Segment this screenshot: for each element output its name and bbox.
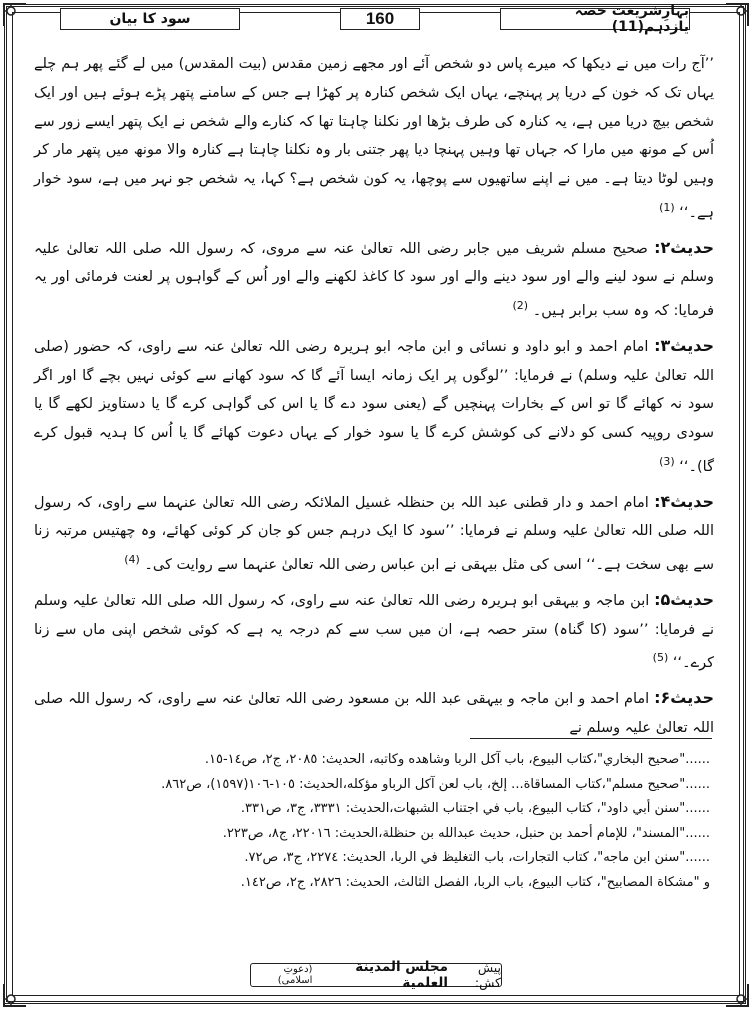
- hadith-label: حدیث۳:: [654, 335, 714, 355]
- footnote-ref: (5): [652, 651, 669, 665]
- footnote-2: ......"صحيح مسلم"،كتاب المساقاة... إلخ، باب لعن آكل الرباو مؤكله،الحديث: ١٠٥-١٠٦(١٥٩٧)، ص٨٦٢.: [161, 776, 710, 792]
- corner-ornament-bottom-left: [2, 982, 28, 1008]
- footnote-divider: [470, 738, 712, 739]
- hadith-4: [34, 488, 714, 580]
- hadith-3: [34, 332, 714, 482]
- hadith-6: [34, 684, 714, 743]
- paragraph-1: [34, 50, 714, 228]
- hadith-label: حدیث۲:: [654, 237, 714, 257]
- footnote-ref: (4): [124, 553, 140, 567]
- book-title: بہارِشریعت حصہ یازدہم(11): [500, 8, 690, 30]
- paragraph-text: امام احمد و ابو داود و نسائی و ابن ماجہ ابو ہریرہ رضی اللہ تعالیٰ عنہ سے راوی، کہ حضور (صلی اللہ تعالیٰ علیہ وسلم) نے فرمایا: ’’لوگوں پر ایک زمانہ ایسا آئے گا کہ سود کھانے سے کوئی نہیں بچے گا اور اگر سود نہ کھائے گا تو اس کے بخارات پہنچیں گے (یعنی سود دے گا یا اس کی گواہی کرے گا یا دستاویز لکھے گا یا سودی روپیہ کسی کو دلانے کی کوشش کرے گا یا سود خوار کے یہاں دعوت کھائے گا یا اُس کا ہدیہ قبول کرے گا)۔‘‘: [34, 338, 714, 475]
- paragraph-text: صحیح مسلم شریف میں جابر رضی اللہ تعالیٰ عنہ سے مروی، کہ رسول اللہ صلی اللہ تعالیٰ علیہ وسلم نے سود لینے والے اور سود دینے والے اور سود کا کاغذ لکھنے والے اور اُس کے گواہوں پر لعنت فرمائی اور یہ فرمایا: کہ وہ سب برابر ہیں۔: [34, 240, 714, 320]
- footnote-5: ......"سنن ابن ماجه"، كتاب التجارات، باب التغليظ في الربا، الحديث: ٢٢٧٤، ج٣، ص٧٢.: [244, 850, 710, 865]
- footnote-ref: (1): [659, 200, 675, 214]
- footnote-6: و "مشكاة المصابيح"، كتاب البيوع، باب الربا، الفصل الثالث، الحديث: ٢٨٢٦، ج٢، ص١٤٢.: [240, 874, 710, 890]
- paragraph-text: امام احمد و ابن ماجہ و بیہقی عبد اللہ بن مسعود رضی اللہ تعالیٰ عنہ سے راوی، کہ رسول اللہ صلی اللہ تعالیٰ علیہ وسلم نے: [34, 691, 714, 736]
- corner-ornament-top-right: [724, 2, 750, 28]
- footnote-ref: (3): [659, 455, 675, 469]
- page-number: 160: [340, 8, 420, 30]
- chapter-title: سود کا بیان: [60, 8, 240, 30]
- footnote-1: ......"صحيح البخاري"،كتاب البيوع، باب آكل الربا وشاهده وكاتبه، الحديث: ٢٠٨٥، ج٢، ص١٤-١٥.: [204, 752, 710, 767]
- paragraph-text: ’’آج رات میں نے دیکھا کہ میرے پاس دو شخص آئے اور مجھے زمین مقدس (بیت المقدس) میں لے گئے پھر ہم چلے یہاں تک کہ خون کے دریا پر پہنچے، یہاں ایک شخص کنارہ پر کھڑا ہے جس کے سامنے پتھر پڑے ہوئے ہیں اور ایک شخص بیچ دریا میں ہے، یہ کنارہ کی طرف بڑھا اور نکلنا چاہتا تھا کہ کنارے والے شخص نے ایک پتھر ایسے زور سے اُس کے مونھ میں مارا کہ جہاں تھا وہیں پہنچا دیا پھر جتنی بار وہ نکلنا چاہتا ہے کنارہ والا مونھ میں پتھر مار کر وہیں لوٹا دیتا ہے۔ میں نے اپنے ساتھیوں سے پوچھا، یہ کون شخص ہے؟ کہا، یہ شخص جو نہر میں ہے، سود خوار ہے۔‘‘: [34, 56, 714, 221]
- corner-ornament-bottom-right: [724, 982, 750, 1008]
- publisher-footer: [250, 959, 502, 991]
- footnotes: [36, 748, 710, 895]
- hadith-2: [34, 234, 714, 326]
- presented-by-label: پیش کش:: [474, 960, 501, 990]
- main-text: [34, 50, 714, 749]
- paragraph-text: ابن ماجہ و بیہقی ابو ہریرہ رضی اللہ تعالیٰ عنہ سے راوی، کہ رسول اللہ صلی اللہ تعالیٰ علیہ وسلم نے فرمایا: ’’سود (کا گناہ) ستر حصہ ہے، ان میں سب سے کم درجہ یہ ہے کہ کوئی شخص اپنی ماں سے زنا کرے۔‘‘: [34, 592, 714, 672]
- paragraph-text: امام احمد و دار قطنی عبد اللہ بن حنظلہ غسیل الملائکہ رضی اللہ تعالیٰ عنہما سے راوی، کہ رسول اللہ صلی اللہ تعالیٰ علیہ وسلم نے فرمایا: ’’سود کا ایک درہم جس کو جان کر کوئی کھائے، وہ چھتیس مرتبہ زنا سے بھی سخت ہے۔‘‘ اسی کی مثل بیہقی نے ابن عباس رضی اللہ تعالیٰ عنہما سے روایت کی۔: [34, 494, 714, 574]
- footnote-4: ......"المسند"، للإمام أحمد بن حنبل، حديث عبدالله بن حنظلة،الحديث: ٢٢٠١٦، ج٨، ص٢٢٣.: [222, 825, 710, 841]
- publisher-name: مجلس المدينة العلمية: [355, 959, 448, 991]
- hadith-label: حدیث۵:: [654, 589, 715, 609]
- hadith-label: حدیث۴:: [654, 491, 715, 511]
- corner-ornament-top-left: [2, 2, 28, 28]
- organization-name: (دعوتِ اسلامی): [277, 964, 313, 986]
- footnote-ref: (2): [512, 299, 529, 313]
- footnote-3: ......"سنن أبي داود"، كتاب البيوع، باب في اجتناب الشبهات،الحديث: ٣٣٣١، ج٣، ص٣٣١.: [240, 801, 710, 816]
- hadith-label: حدیث۶:: [654, 688, 714, 708]
- hadith-5: [34, 586, 714, 678]
